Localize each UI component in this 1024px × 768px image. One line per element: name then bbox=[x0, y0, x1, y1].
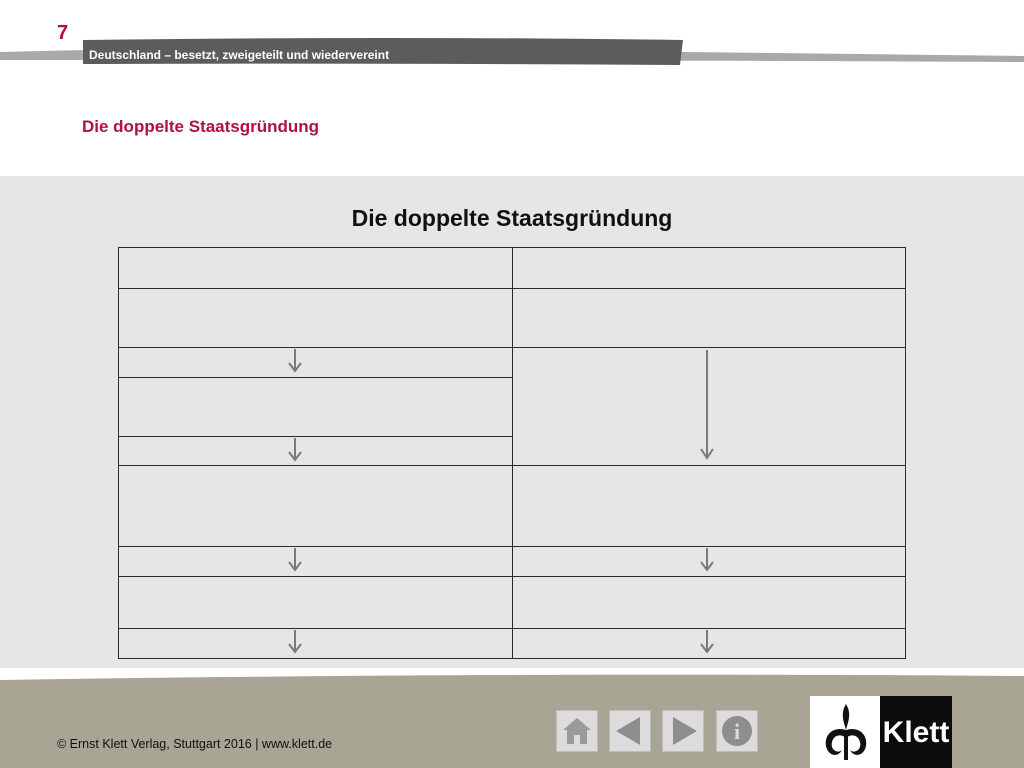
home-button[interactable] bbox=[556, 710, 598, 752]
next-button[interactable] bbox=[662, 710, 704, 752]
svg-text:i: i bbox=[733, 719, 741, 744]
left-arrow-row-4 bbox=[118, 628, 513, 659]
right-cell-3[interactable] bbox=[512, 576, 906, 629]
arrow-down-icon bbox=[699, 547, 715, 573]
previous-button[interactable] bbox=[609, 710, 651, 752]
info-button[interactable] bbox=[716, 710, 758, 752]
arrow-down-icon bbox=[287, 437, 303, 463]
right-cell-1[interactable] bbox=[512, 288, 906, 348]
right-header-cell[interactable] bbox=[512, 247, 906, 289]
copyright-text: © Ernst Klett Verlag, Stuttgart 2016 | www.klett.de bbox=[57, 737, 333, 751]
left-cell-2[interactable] bbox=[118, 377, 513, 437]
klett-emblem-icon bbox=[816, 700, 876, 764]
next-icon bbox=[663, 711, 703, 751]
left-cell-1[interactable] bbox=[118, 288, 513, 348]
diagram-title: Die doppelte Staatsgründung bbox=[351, 205, 673, 231]
arrow-down-icon bbox=[287, 629, 303, 655]
chapter-title: Deutschland – besetzt, zweigeteilt und wiedervereint bbox=[89, 48, 390, 62]
arrow-down-icon bbox=[287, 547, 303, 573]
arrow-down-icon bbox=[699, 629, 715, 655]
left-arrow-row-3 bbox=[118, 546, 513, 577]
left-cell-3[interactable] bbox=[118, 465, 513, 547]
previous-icon bbox=[610, 711, 650, 751]
left-header-cell[interactable] bbox=[118, 247, 513, 289]
page-subtitle: Die doppelte Staatsgründung bbox=[82, 117, 320, 136]
left-arrow-row-2 bbox=[118, 436, 513, 466]
left-arrow-row-1 bbox=[118, 347, 513, 378]
left-cell-4[interactable] bbox=[118, 576, 513, 629]
home-icon bbox=[557, 711, 597, 751]
arrow-down-long-icon bbox=[699, 349, 715, 461]
arrow-down-icon bbox=[287, 348, 303, 374]
page-number: 7 bbox=[57, 22, 69, 44]
right-cell-2[interactable] bbox=[512, 465, 906, 547]
info-icon bbox=[717, 711, 757, 751]
klett-logo-text: Klett bbox=[882, 716, 950, 749]
